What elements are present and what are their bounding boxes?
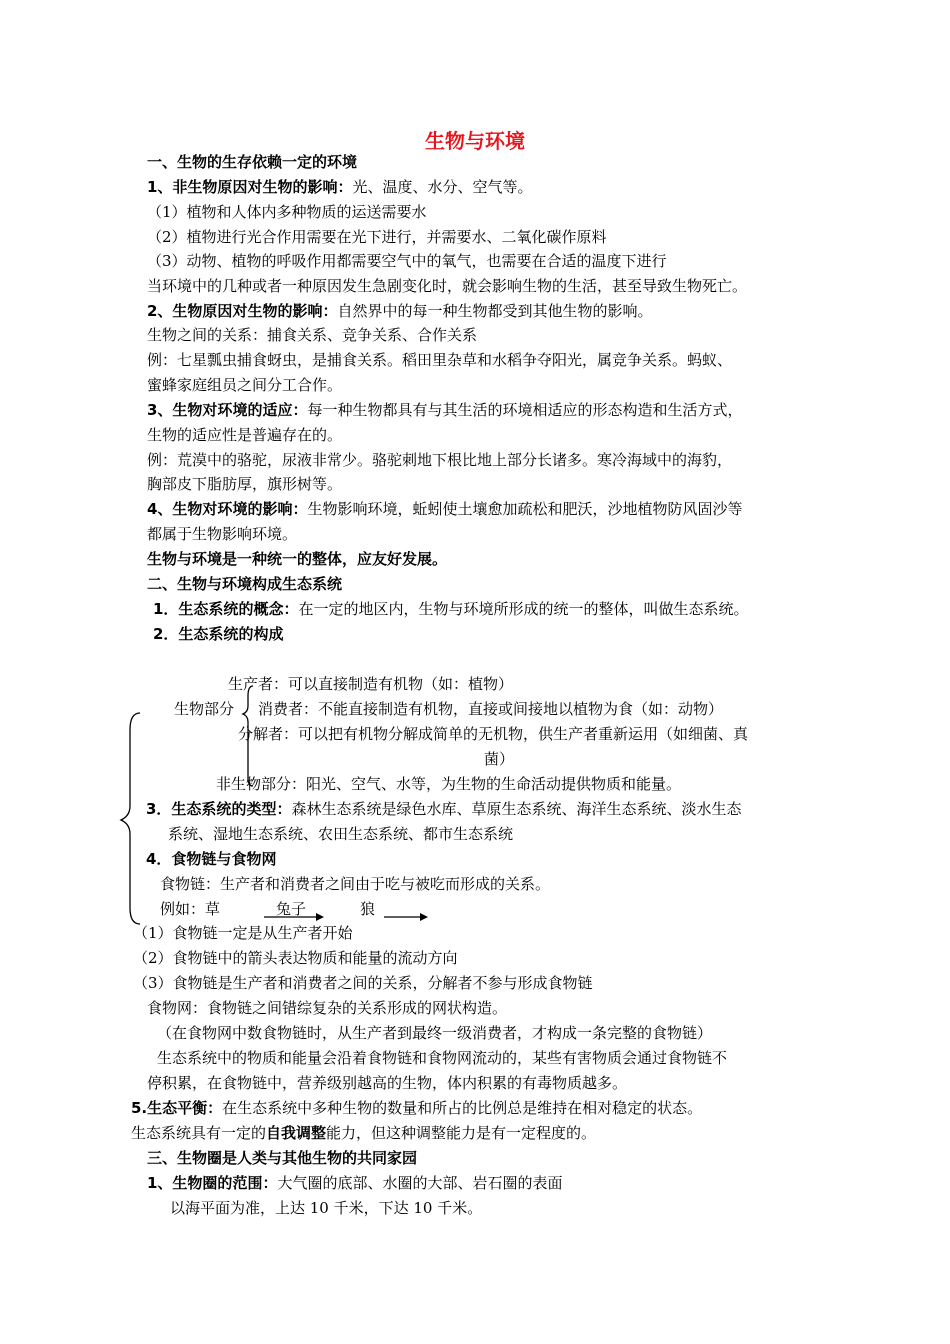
list-item: （1）植物和人体内多种物质的运送需要水	[147, 203, 427, 221]
food-chain-example-label: 例如：草	[160, 900, 221, 918]
bio-part-label: 生物部分	[174, 700, 235, 718]
section-2-heading: 二、生物与环境构成生态系统	[147, 575, 343, 593]
food-chain-example-3: 狼	[360, 900, 376, 918]
producer-line: 生产者：可以直接制造有机物（如：植物）	[228, 675, 514, 693]
food-web-note: （在食物网中数食物链时，从生产者到最终一级消费者，才构成一条完整的食物链）	[157, 1024, 713, 1042]
food-chain-arrow-2-head	[420, 913, 428, 921]
point-2-text: 自然界中的每一种生物都受到其他生物的影响。	[337, 302, 653, 320]
point-1-note: 当环境中的几种或者一种原因发生急剧变化时，就会影响生物的生活，甚至导致生物死亡。	[147, 277, 748, 295]
point-1-label: 1、非生物原因对生物的影响：	[147, 178, 353, 196]
composition-heading: 2．生态系统的构成	[153, 625, 284, 643]
balance-note-c: 能力，但这种调整能力是有一定程度的。	[326, 1124, 597, 1142]
section-1-heading: 一、生物的生存依赖一定的环境	[147, 153, 358, 171]
point-3-text-1: 每一种生物都具有与其生活的环境相适应的形态构造和生活方式，	[307, 401, 743, 419]
point-1-text: 光、温度、水分、空气等。	[352, 178, 533, 196]
point-3-label: 3、生物对环境的适应：	[147, 401, 308, 419]
nonbio-line: 非生物部分：阳光、空气、水等，为生物的生命活动提供物质和能量。	[216, 775, 682, 793]
decomposer-line-2: 菌）	[484, 750, 515, 768]
biosphere-range-note: 以海平面为准，上达 10 千米，下达 10 千米。	[170, 1199, 483, 1217]
food-chain-definition: 食物链：生产者和消费者之间由于吃与被吃而形成的关系。	[160, 875, 551, 893]
food-chain-arrow-1-head	[316, 913, 324, 921]
point-2-label: 2、生物原因对生物的影响：	[147, 302, 338, 320]
point-4-label: 4、生物对环境的影响：	[147, 500, 308, 518]
list-item: （2）植物进行光合作用需要在光下进行，并需要水、二氧化碳作原料	[147, 228, 607, 246]
point-3-text-2: 生物的适应性是普遍存在的。	[147, 426, 343, 444]
inner-brace	[243, 686, 253, 786]
types-label: 3．生态系统的类型：	[146, 800, 292, 818]
point-2-example-line-2: 蜜蜂家庭组员之间分工合作。	[147, 376, 343, 394]
list-item: （3）食物链是生产者和消费者之间的关系，分解者不参与形成食物链	[133, 974, 593, 992]
concept-label: 1．生态系统的概念：	[153, 600, 299, 618]
section-3-heading: 三、生物圈是人类与其他生物的共同家园	[147, 1149, 418, 1167]
food-chain-example-2: 兔子	[276, 900, 307, 918]
decomposer-line-1: 分解者：可以把有机物分解成简单的无机物，供生产者重新运用（如细菌、真	[238, 725, 749, 743]
balance-label: 5.生态平衡：	[131, 1099, 223, 1117]
food-web-definition: 食物网：食物链之间错综复杂的关系形成的网状构造。	[147, 999, 508, 1017]
biosphere-range-text: 大气圈的底部、水圈的大部、岩石圈的表面	[277, 1174, 563, 1192]
flow-line-2: 停积累，在食物链中，营养级别越高的生物，体内积累的有毒物质越多。	[147, 1074, 628, 1092]
list-item: （1）食物链一定是从生产者开始	[133, 924, 353, 942]
point-2-relations: 生物之间的关系：捕食关系、竞争关系、合作关系	[147, 326, 478, 344]
biosphere-range-label: 1、生物圈的范围：	[147, 1174, 278, 1192]
point-3-example-line-2: 胸部皮下脂肪厚，旗形树等。	[147, 475, 343, 493]
types-text-1: 森林生态系统是绿色水库、草原生态系统、海洋生态系统、淡水生态	[291, 800, 742, 818]
page-title: 生物与环境	[425, 129, 525, 153]
balance-note-keyword: 自我调整	[266, 1124, 327, 1142]
section-1-summary: 生物与环境是一种统一的整体，应友好发展。	[147, 550, 448, 568]
flow-line-1: 生态系统中的物质和能量会沿着食物链和食物网流动的，某些有害物质会通过食物链不	[157, 1049, 728, 1067]
consumer-line: 消费者：不能直接制造有机物，直接或间接地以植物为食（如：动物）	[258, 700, 724, 718]
point-4-text-1: 生物影响环境，蚯蚓使土壤愈加疏松和肥沃，沙地植物防风固沙等	[307, 500, 743, 518]
point-2-example-line-1: 例：七星瓢虫捕食蚜虫，是捕食关系。稻田里杂草和水稻争夺阳光，属竞争关系。蚂蚁、	[147, 351, 733, 369]
food-chain-heading: 4．食物链与食物网	[146, 850, 277, 868]
balance-note-a: 生态系统具有一定的	[131, 1124, 267, 1142]
balance-text: 在生态系统中多种生物的数量和所占的比例总是维持在相对稳定的状态。	[222, 1099, 703, 1117]
concept-text: 在一定的地区内，生物与环境所形成的统一的整体，叫做生态系统。	[298, 600, 749, 618]
list-item: （3）动物、植物的呼吸作用都需要空气中的氧气，也需要在合适的温度下进行	[147, 252, 667, 270]
point-4-text-2: 都属于生物影响环境。	[147, 525, 298, 543]
list-item: （2）食物链中的箭头表达物质和能量的流动方向	[133, 949, 458, 967]
types-text-2: 系统、湿地生态系统、农田生态系统、都市生态系统	[168, 825, 514, 843]
point-3-example-line-1: 例：荒漠中的骆驼，尿液非常少。骆驼刺地下根比地上部分长诸多。寒冷海域中的海豹，	[147, 451, 733, 469]
outer-brace	[121, 713, 140, 924]
